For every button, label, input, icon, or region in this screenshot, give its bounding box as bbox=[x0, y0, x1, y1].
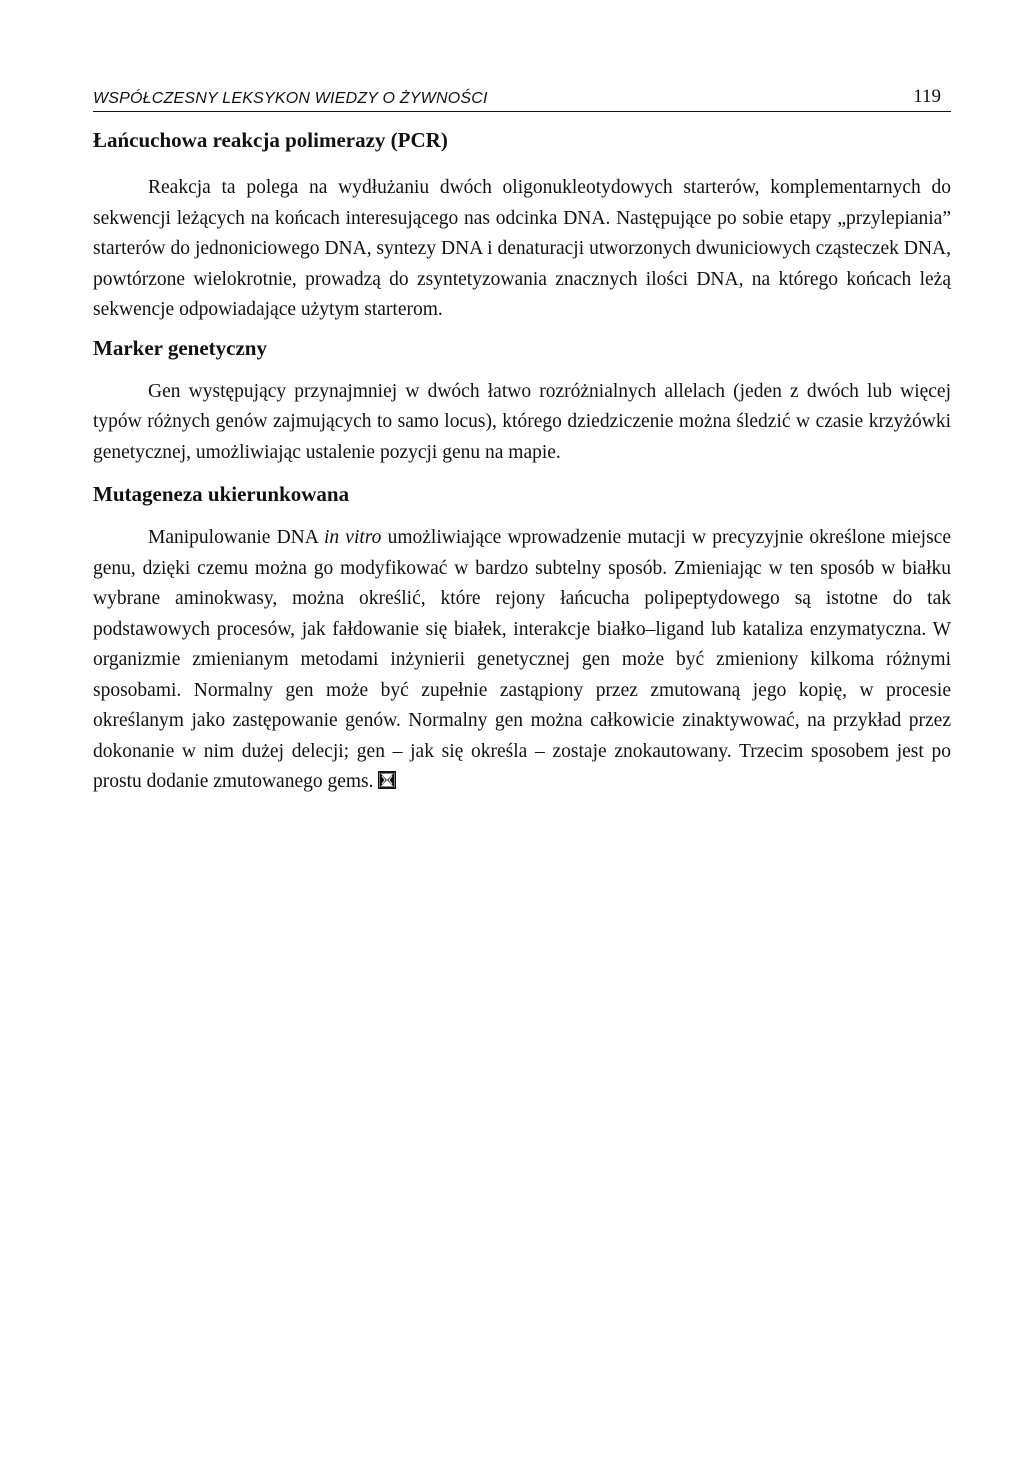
page-number: 119 bbox=[913, 86, 941, 107]
entry-body-pcr: Reakcja ta polega na wydłużaniu dwóch oligonukleotydowych starterów, komplementarnych do sekwencji leżących na końcach interesującego nas odcinka DNA. Następujące po sobie etapy „przylepiania” starterów do jednoniciowego DNA, syntezy DNA i denaturacji utworzonych dwuniciowych cząsteczek DNA, powtórzone wielokrotnie, prowadzą do zsyntetyzowania znacznych ilości DNA, na którego końcach leżą sekwencje odpowiadające użytym starterom. bbox=[93, 177, 951, 320]
mutagenesis-text-rest: umożliwiające wprowadzenie mutacji w precyzyjnie określone miejsce genu, dzięki czemu można go modyfikować w bardzo subtelny sposób. Zmieniając w ten sposób w białku wybrane aminokwasy, można określić, które rejony łańcucha polipeptydowego są istotne do tak podstawowych procesów, jak fałdowanie się białek, interakcje białko–ligand lub kataliza enzymatyczna. W organizmie zmienianym metodami inżynierii genetycznej gen może być zmieniony kilkoma różnymi sposobami. Normalny gen może być zupełnie zastąpiony przez zmutowaną jego kopię, w procesie określanym jako zastępowanie genów. Normalny gen można całkowicie zinaktywować, na przykład przez dokonanie w nim dużej delecji; gen – jak się określa – zostaje znokautowany. Trzecim sposobem jest po prostu dodanie zmutowanego gems. bbox=[93, 527, 951, 792]
entry-heading-marker: Marker genetyczny bbox=[93, 335, 267, 360]
entry-body-marker: Gen występujący przynajmniej w dwóch łatwo rozróżnialnych allelach (jeden z dwóch lub więcej typów różnych genów zajmujących to samo locus), którego dziedziczenie można śledzić w czasie krzyżówki genetycznej, umożliwiając ustalenie pozycji genu na mapie. bbox=[93, 380, 951, 463]
mutagenesis-italic-term: in vitro bbox=[323, 527, 382, 548]
running-title: WSPÓŁCZESNY LEKSYKON WIEDZY O ŻYWNOŚCI bbox=[93, 90, 488, 107]
book-page bbox=[93, 78, 951, 798]
entry-heading-mutagenesis: Mutageneza ukierunkowana bbox=[93, 482, 350, 506]
end-of-entry-icon bbox=[378, 771, 396, 789]
entry-heading-pcr: Łańcuchowa reakcja polimerazy (PCR) bbox=[93, 128, 448, 152]
mutagenesis-text-start: Manipulowanie DNA bbox=[148, 527, 324, 548]
entry-body-mutagenesis bbox=[93, 523, 951, 798]
running-header bbox=[93, 78, 951, 112]
